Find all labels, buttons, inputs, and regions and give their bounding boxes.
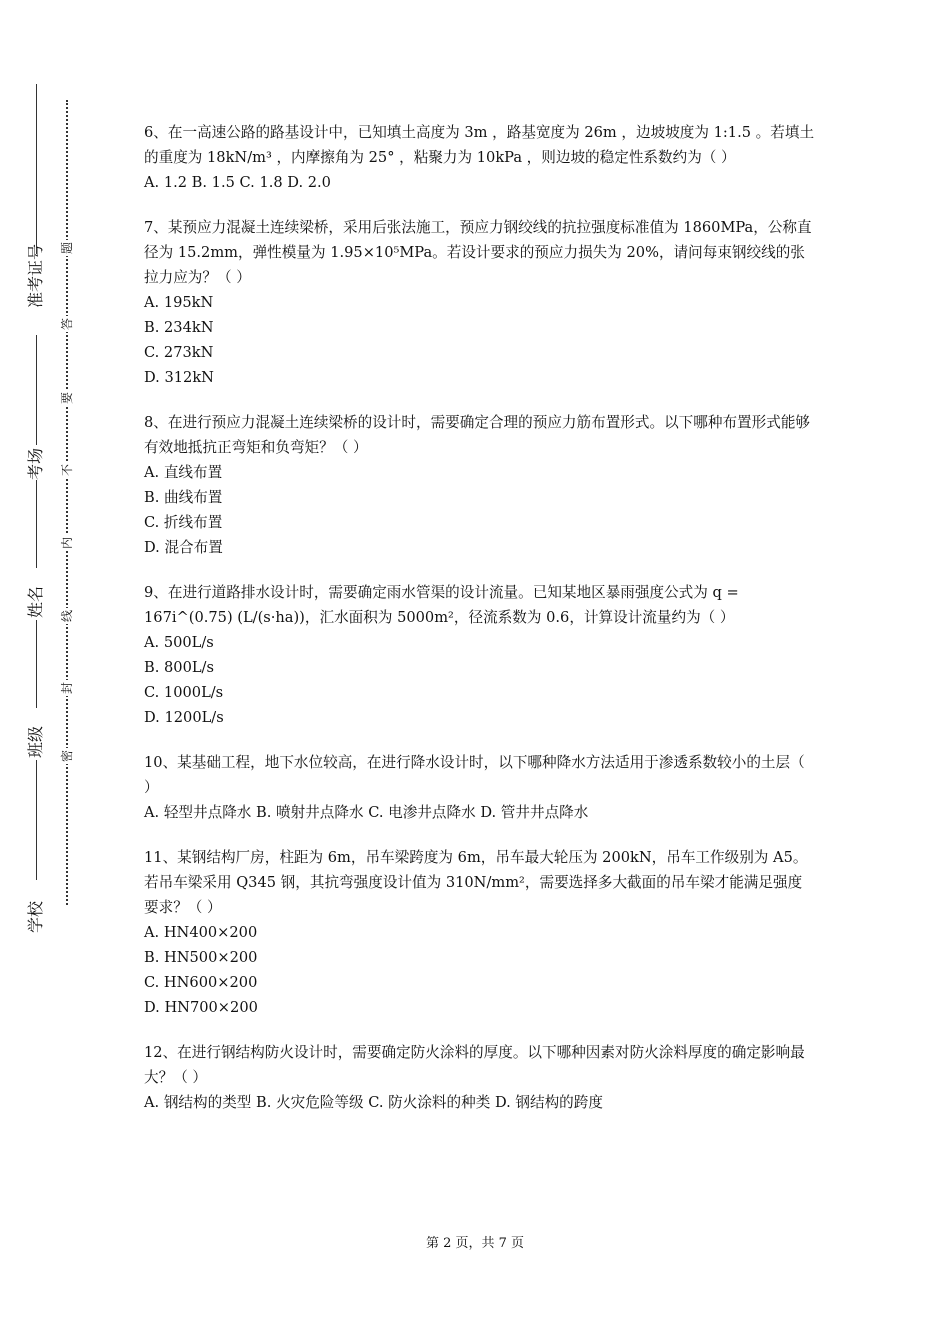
option-a: A. 500L/s bbox=[144, 634, 214, 651]
question-options: A. 轻型井点降水 B. 喷射井点降水 C. 电渗井点降水 D. 管井井点降水 bbox=[144, 804, 589, 821]
option-a: A. HN400×200 bbox=[144, 924, 258, 941]
option-d: D. 1200L/s bbox=[144, 709, 224, 726]
question-6 bbox=[144, 120, 816, 195]
question-stem: 8、在进行预应力混凝土连续梁桥的设计时，需要确定合理的预应力筋布置形式。以下哪种布置形式能够有效地抵抗正弯矩和负弯矩？（ ） bbox=[144, 414, 811, 456]
field-label-school: 学校 bbox=[26, 900, 45, 933]
field-line-exam-room bbox=[36, 335, 37, 445]
question-options: A. 1.2 B. 1.5 C. 1.8 D. 2.0 bbox=[144, 174, 331, 191]
question-9 bbox=[144, 580, 816, 730]
option-a: A. 直线布置 bbox=[144, 464, 223, 481]
question-stem: 10、某基础工程，地下水位较高，在进行降水设计时，以下哪种降水方法适用于渗透系数较小的土层（ ） bbox=[144, 754, 810, 796]
option-b: B. HN500×200 bbox=[144, 949, 258, 966]
question-list bbox=[144, 120, 816, 1135]
seal-char: 封 bbox=[60, 682, 74, 695]
seal-char: 线 bbox=[60, 610, 74, 623]
seal-char: 密 bbox=[60, 750, 74, 763]
option-d: D. 混合布置 bbox=[144, 539, 223, 556]
seal-char: 内 bbox=[60, 537, 74, 550]
option-a: A. 195kN bbox=[144, 294, 214, 311]
field-label-name: 姓名 bbox=[26, 585, 45, 618]
option-c: C. 折线布置 bbox=[144, 514, 223, 531]
option-b: B. 800L/s bbox=[144, 659, 214, 676]
option-c: C. 273kN bbox=[144, 344, 214, 361]
question-12 bbox=[144, 1040, 816, 1115]
seal-char: 要 bbox=[60, 392, 74, 405]
seal-char: 题 bbox=[60, 242, 74, 255]
field-label-class: 班级 bbox=[26, 725, 45, 758]
option-b: B. 234kN bbox=[144, 319, 214, 336]
question-options: A. 钢结构的类型 B. 火灾危险等级 C. 防火涂料的种类 D. 钢结构的跨度 bbox=[144, 1094, 603, 1111]
field-line-school bbox=[36, 760, 37, 880]
option-c: C. 1000L/s bbox=[144, 684, 224, 701]
option-d: D. HN700×200 bbox=[144, 999, 258, 1016]
option-b: B. 曲线布置 bbox=[144, 489, 223, 506]
field-label-exam-number: 准考证号 bbox=[26, 243, 45, 308]
page-number: 第 2 页，共 7 页 bbox=[425, 1236, 525, 1251]
question-stem: 11、某钢结构厂房，柱距为 6m，吊车梁跨度为 6m，吊车最大轮压为 200kN，吊车工作级别为 A5。若吊车梁采用 Q345 钢，其抗弯强度设计值为 310N/mm²，需要选择多大截面的吊车梁才能满足强度要求？（ ） bbox=[144, 849, 808, 916]
seal-char: 不 bbox=[60, 464, 74, 477]
question-10 bbox=[144, 750, 816, 825]
field-line-exam-number bbox=[36, 84, 37, 254]
question-stem: 6、在一高速公路的路基设计中，已知填土高度为 3m ，路基宽度为 26m ，边坡坡度为 1:1.5 。若填土的重度为 18kN/m³ ，内摩擦角为 25° ，粘聚力为 10kPa ，则边坡的稳定性系数约为（ ） bbox=[144, 124, 815, 166]
binding-margin bbox=[0, 0, 90, 1344]
question-11 bbox=[144, 845, 816, 1020]
question-stem: 12、在进行钢结构防火设计时，需要确定防火涂料的厚度。以下哪种因素对防火涂料厚度的确定影响最大？（ ） bbox=[144, 1044, 805, 1086]
question-7 bbox=[144, 215, 816, 390]
question-stem: 7、某预应力混凝土连续梁桥，采用后张法施工，预应力钢绞线的抗拉强度标准值为 1860MPa，公称直径为 15.2mm，弹性模量为 1.95×10⁵MPa。若设计要求的预应力损失为 20%，请问每束钢绞线的张拉力应为？（ ） bbox=[144, 219, 812, 286]
question-8 bbox=[144, 410, 816, 560]
seal-dotted-line bbox=[66, 100, 68, 905]
field-line-name bbox=[36, 480, 37, 568]
seal-char: 答 bbox=[60, 318, 74, 331]
field-label-exam-room: 考场 bbox=[26, 447, 45, 480]
option-c: C. HN600×200 bbox=[144, 974, 258, 991]
option-d: D. 312kN bbox=[144, 369, 214, 386]
question-stem: 9、在进行道路排水设计时，需要确定雨水管渠的设计流量。已知某地区暴雨强度公式为 q = 167i^(0.75) (L/(s·ha))，汇水面积为 5000m²，径流系数为 0.6，计算设计流量约为（ ） bbox=[144, 584, 744, 626]
field-line-class bbox=[36, 620, 37, 708]
